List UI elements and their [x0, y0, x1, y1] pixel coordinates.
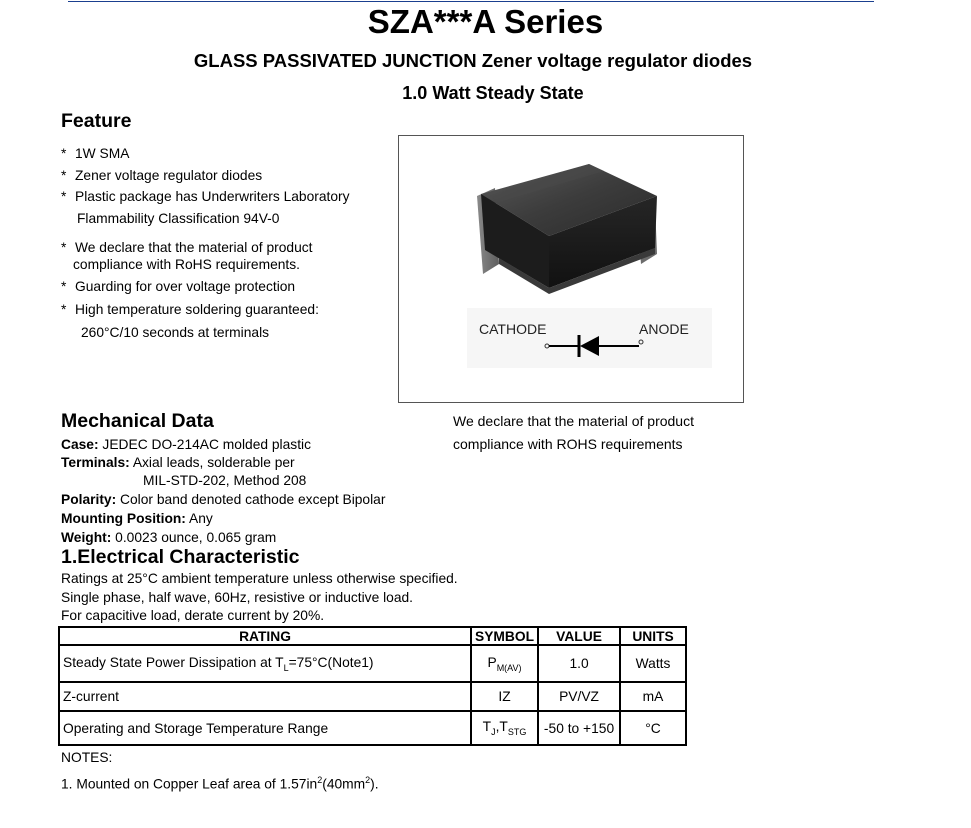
feature-item-continuation: Flammability Classification 94V-0	[77, 211, 280, 226]
cell-value: -50 to +150	[538, 711, 620, 745]
cell-symbol: $P_{M(AV)}$	[471, 645, 538, 682]
feature-item: * Plastic package has Underwriters Laboratory	[61, 189, 350, 204]
header-value: VALUE	[538, 627, 620, 645]
table-row	[59, 682, 686, 711]
cell-rating: Z-current	[59, 682, 471, 711]
package-figure	[398, 135, 744, 403]
cell-symbol: IZ	[471, 682, 538, 711]
ratings-table	[58, 626, 687, 746]
cell-rating: Operating and Storage Temperature Range	[59, 711, 471, 745]
feature-item-continuation: compliance with RoHS requirements.	[73, 257, 300, 272]
page-subtitle-rating: 1.0 Watt Steady State	[402, 83, 584, 103]
cell-value: PV/VZ	[538, 682, 620, 711]
notes-heading: NOTES:	[61, 750, 113, 765]
notes	[61, 747, 379, 796]
mech-terminals-continuation: MIL-STD-202, Method 208	[143, 473, 307, 488]
cell-units: Watts	[620, 645, 686, 682]
page-subtitle: GLASS PASSIVATED JUNCTION Zener voltage regulator diodes	[193, 50, 753, 71]
feature-item-continuation: 260°C/10 seconds at terminals	[81, 325, 270, 340]
header-rating: RATING	[59, 627, 471, 645]
feature-heading: Feature	[61, 110, 132, 132]
cathode-label: CATHODE	[479, 321, 547, 337]
cell-rating: Steady State Power Dissipation at $T_L=75^\circ C(Note1)$	[59, 645, 471, 682]
rohs-statement: We declare that the material of product compliance with ROHS requirements	[453, 413, 694, 452]
header-units: UNITS	[620, 627, 686, 645]
mech-polarity: Polarity: Color band denoted cathode except Bipolar	[61, 492, 386, 507]
table-header-row	[59, 627, 686, 645]
feature-item: * 1W SMA	[61, 146, 130, 161]
zener-diode-symbol-icon	[539, 332, 649, 362]
cell-units: °C	[620, 711, 686, 745]
feature-item: * Zener voltage regulator diodes	[61, 168, 263, 183]
anode-label: ANODE	[639, 321, 689, 337]
top-rule	[68, 1, 874, 2]
header-symbol: SYMBOL	[471, 627, 538, 645]
cell-units: mA	[620, 682, 686, 711]
mech-mounting: Mounting Position: Any	[61, 511, 213, 526]
mech-case: Case: JEDEC DO-214AC molded plastic	[61, 437, 311, 452]
note-1: 1. Mounted on Copper Leaf area of $1.57in^2(40mm^2)$.	[61, 775, 379, 792]
cell-symbol: $T_J,T_{STG}$	[471, 711, 538, 745]
feature-item: * We declare that the material of product	[61, 240, 313, 255]
feature-item: * Guarding for over voltage protection	[61, 279, 296, 294]
table-row	[59, 711, 686, 745]
mech-terminals: Terminals: Axial leads, solderable per	[61, 455, 295, 470]
table-row	[59, 645, 686, 682]
electrical-conditions: Ratings at 25°C ambient temperature unless otherwise specified. Single phase, half wave, 60Hz, resistive or inductive load. For capacitive load, derate current by 20%.	[61, 571, 458, 623]
cell-value: 1.0	[538, 645, 620, 682]
page-title: SZA***A Series	[367, 3, 604, 40]
electrical-heading: 1.Electrical Characteristic	[61, 546, 300, 568]
mech-weight: Weight: 0.0023 ounce, 0.065 gram	[61, 530, 277, 545]
feature-item: * High temperature soldering guaranteed:	[61, 302, 319, 317]
mechanical-heading: Mechanical Data	[61, 410, 214, 432]
